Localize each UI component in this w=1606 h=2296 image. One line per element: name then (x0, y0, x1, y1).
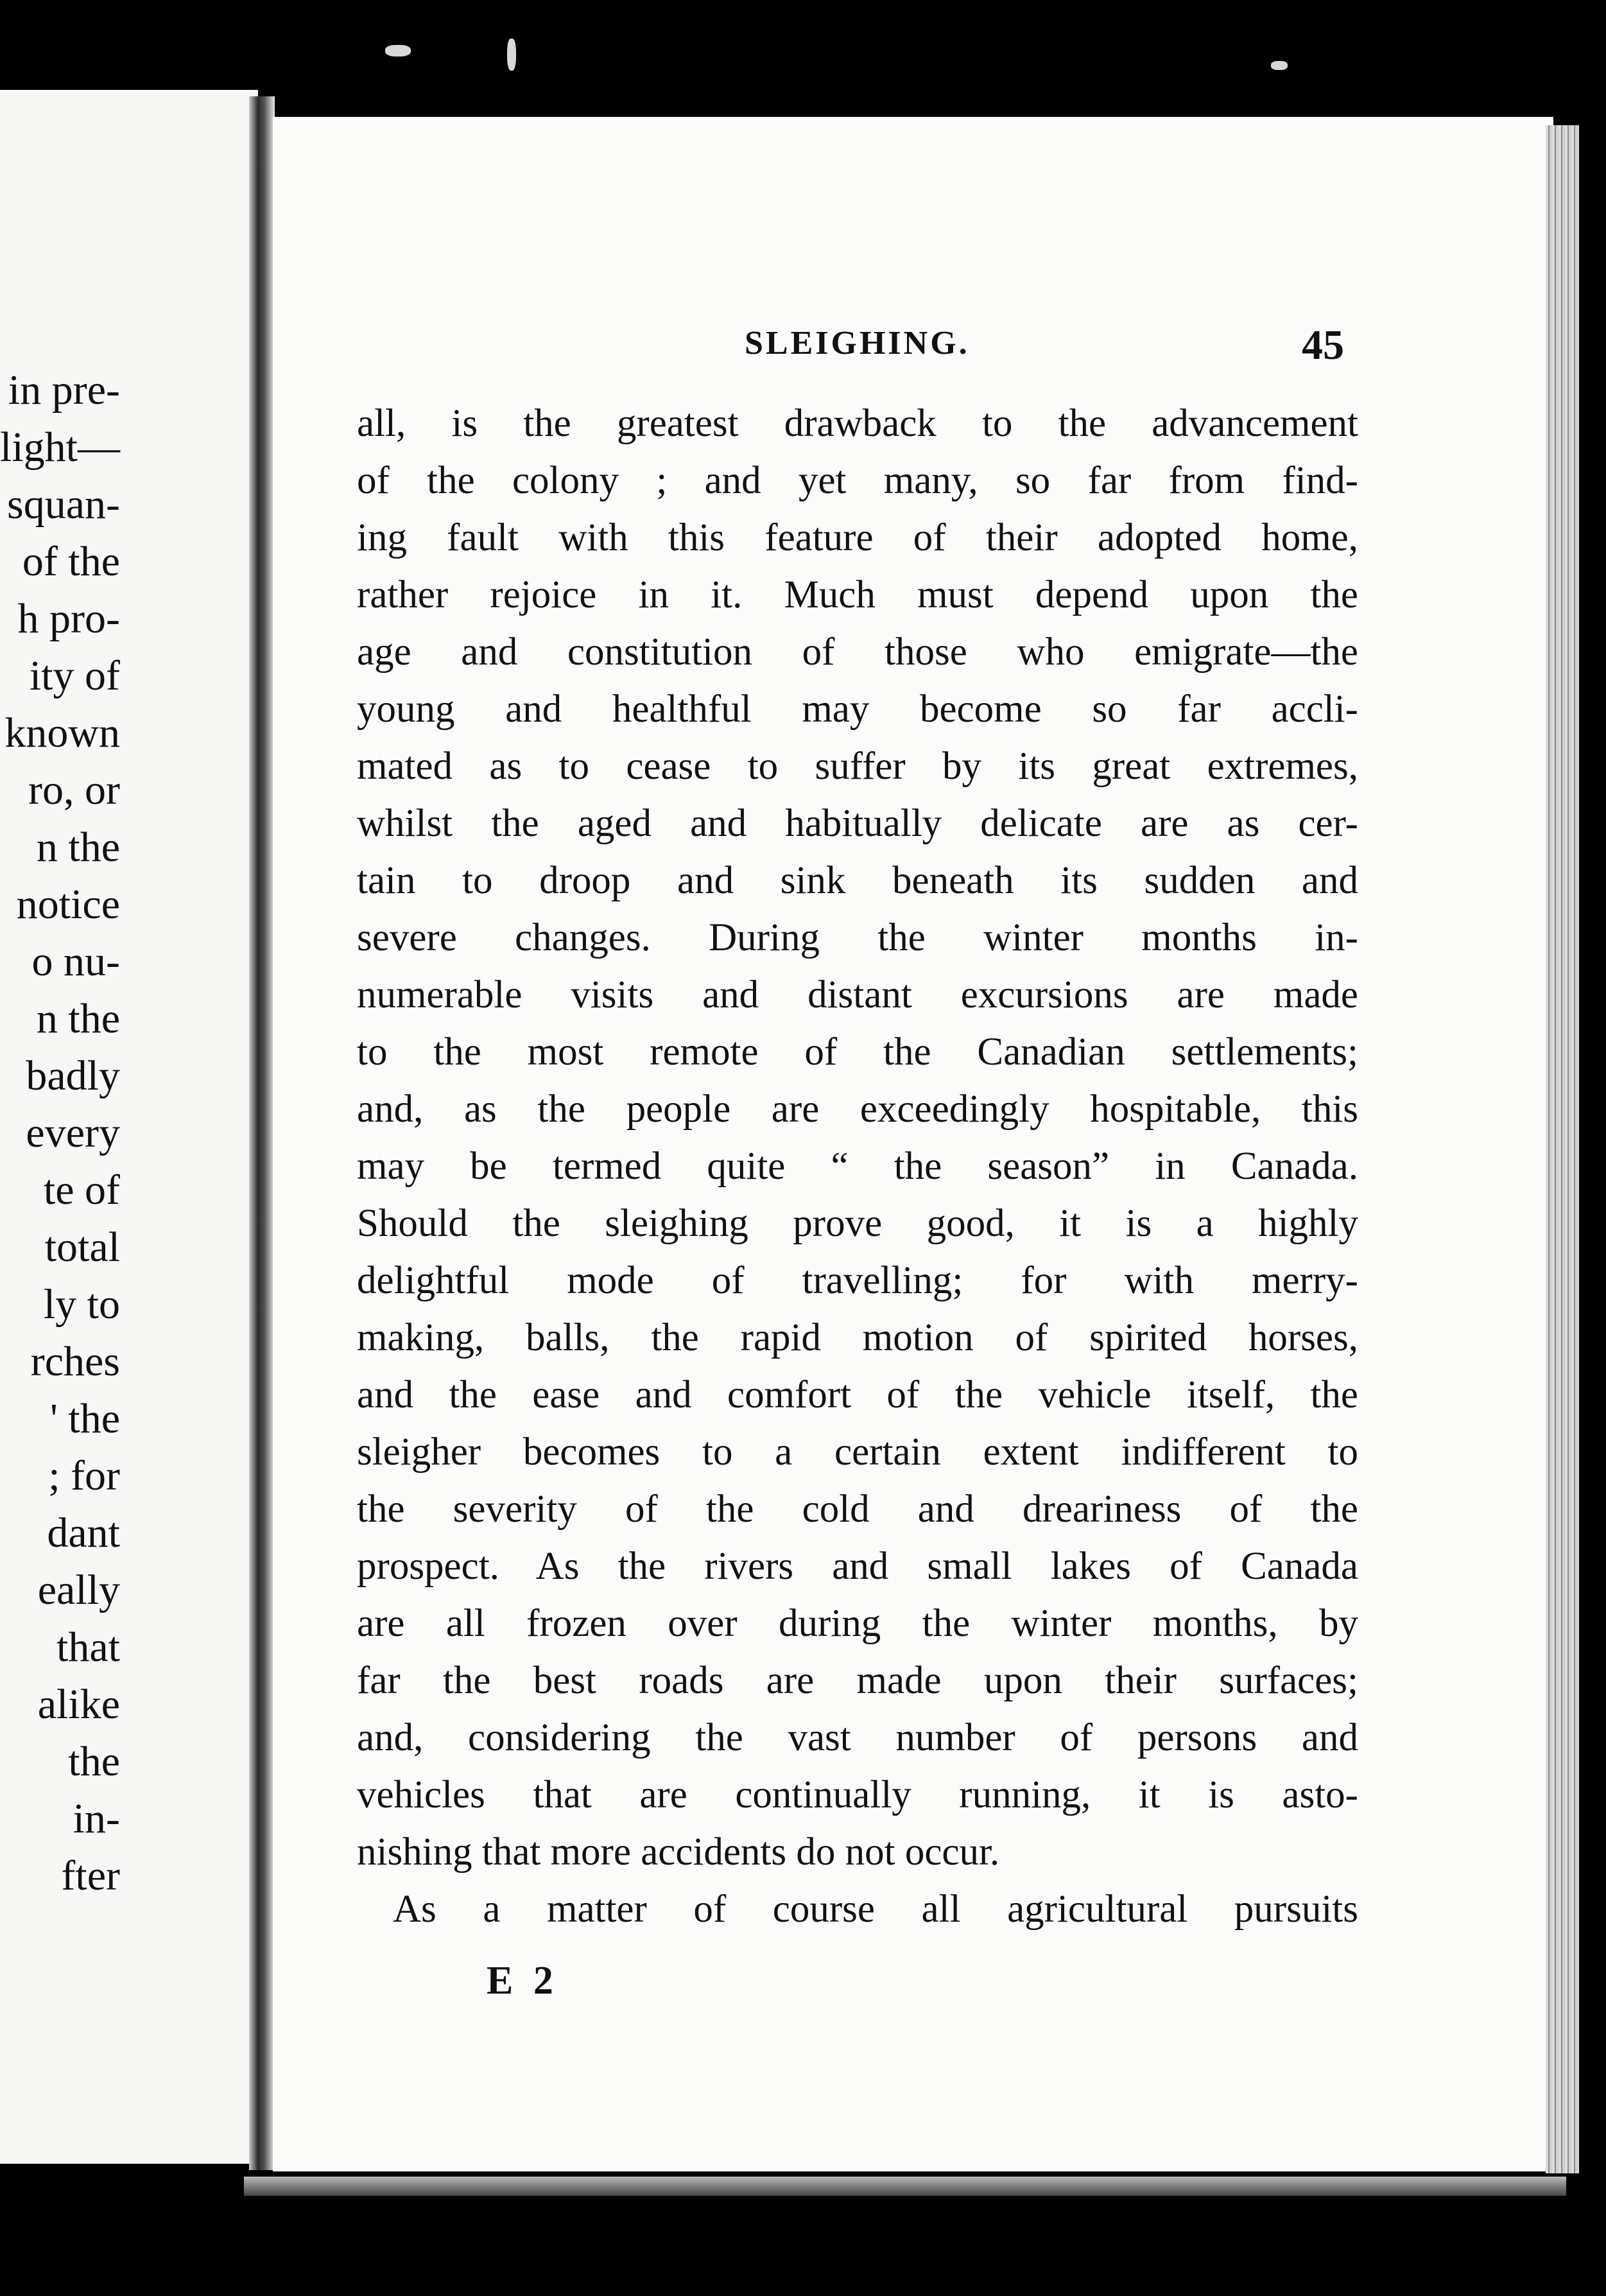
left-page-line: h pro- (17, 595, 120, 642)
left-page-line: that (56, 1624, 120, 1671)
left-page-line: total (44, 1224, 120, 1271)
left-page-line: ' the (49, 1395, 120, 1442)
body-line: mated as to cease to suffer by its great extremes, (357, 745, 1358, 788)
left-page-line: ro, or (28, 767, 120, 813)
body-line: rather rejoice in it. Much must depend upon the (357, 573, 1358, 616)
left-page-line: dant (47, 1509, 120, 1556)
scan-speck (1271, 61, 1288, 70)
body-line: far the best roads are made upon their surfaces; (357, 1659, 1358, 1702)
body-line: nishing that more accidents do not occur. (357, 1831, 1000, 1874)
left-page-line: n the (36, 824, 120, 871)
scan-speck (385, 45, 411, 57)
left-page-line: the (68, 1738, 120, 1785)
body-line: vehicles that are continually running, it is asto- (357, 1773, 1358, 1816)
left-page-line: of the (22, 538, 120, 585)
body-line: sleigher becomes to a certain extent indifferent to (357, 1431, 1358, 1474)
left-page-line: every (26, 1109, 120, 1156)
running-title: SLEIGHING. (745, 325, 970, 361)
body-text (357, 395, 1358, 1938)
left-page-line: known (4, 709, 120, 756)
body-line: of the colony ; and yet many, so far from find- (357, 459, 1358, 502)
left-page (0, 90, 258, 2164)
body-line: numerable visits and distant excursions are made (357, 973, 1358, 1016)
body-line: prospect. As the rivers and small lakes of Canada (357, 1545, 1358, 1588)
page-number: 45 (1302, 322, 1344, 369)
body-line: age and constitution of those who emigrate—the (357, 631, 1358, 674)
body-line: and, as the people are exceedingly hospitable, this (357, 1088, 1358, 1131)
body-line: ing fault with this feature of their adopted home, (357, 516, 1358, 559)
body-line: and, considering the vast number of persons and (357, 1716, 1358, 1759)
page-edges (1546, 125, 1579, 2173)
body-line: young and healthful may become so far accli- (357, 688, 1358, 731)
left-page-line: o nu- (31, 938, 120, 985)
page-bottom-edge (244, 2177, 1566, 2196)
body-line: delightful mode of travelling; for with merry- (357, 1259, 1358, 1302)
left-page-line: fter (61, 1852, 120, 1899)
body-line: are all frozen over during the winter months, by (357, 1602, 1358, 1645)
left-page-line: te of (43, 1167, 120, 1213)
body-line: making, balls, the rapid motion of spirited horses, (357, 1316, 1358, 1359)
left-page-line: in pre- (8, 367, 120, 413)
left-page-line: squan- (7, 481, 120, 528)
body-line: tain to droop and sink beneath its sudden and (357, 859, 1358, 902)
body-line: the severity of the cold and dreariness of the (357, 1488, 1358, 1531)
left-page-line: notice (16, 881, 120, 928)
body-line: As a matter of course all agricultural pursuits (393, 1888, 1358, 1931)
left-page-line: ly to (43, 1281, 120, 1328)
body-line: whilst the aged and habitually delicate are as cer- (357, 802, 1358, 845)
left-page-line: alike (37, 1681, 120, 1728)
body-line: Should the sleighing prove good, it is a highly (357, 1202, 1358, 1245)
body-line: and the ease and comfort of the vehicle itself, the (357, 1373, 1358, 1416)
body-line: all, is the greatest drawback to the advancement (357, 402, 1358, 445)
left-page-line: in- (73, 1795, 120, 1842)
left-page-line: ity of (29, 652, 120, 699)
book-gutter (249, 96, 275, 2170)
left-page-line: n the (36, 995, 120, 1042)
signature-mark: E 2 (487, 1959, 558, 2003)
body-line: may be termed quite “ the season” in Canada. (357, 1145, 1358, 1188)
left-page-line: badly (26, 1052, 120, 1099)
scan-speck (507, 39, 516, 71)
left-page-line: light— (0, 424, 120, 471)
body-line: to the most remote of the Canadian settlements; (357, 1031, 1358, 1074)
body-line: severe changes. During the winter months in- (357, 916, 1358, 959)
left-page-line: rches (30, 1338, 120, 1385)
left-page-line: eally (37, 1567, 120, 1613)
left-page-line: ; for (48, 1452, 120, 1499)
